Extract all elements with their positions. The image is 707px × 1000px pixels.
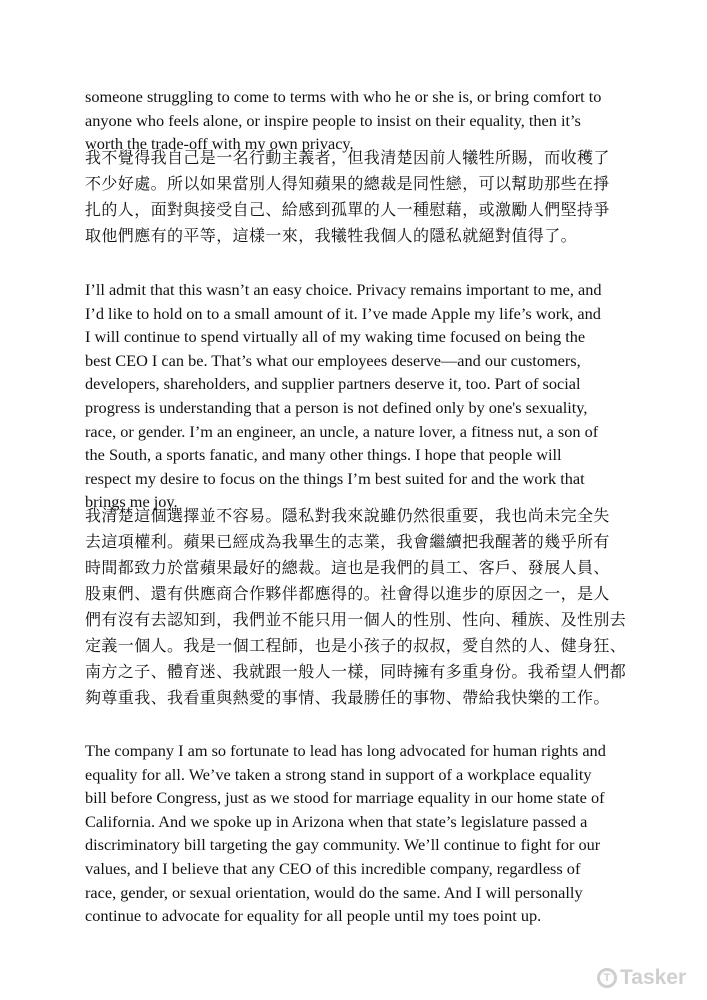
text-line: values, and I believe that any CEO of this incredible company, regardless of [85,858,581,878]
text-line: I’d like to hold on to a small amount of it. I’ve made Apple my life’s work, and [85,303,601,323]
text-line: The company I am so fortunate to lead has long advocated for human rights and [85,741,606,760]
text-line: developers, shareholders, and supplier partners deserve it, too. Part of social [85,374,581,394]
text-line: anyone who feels alone, or inspire people to insist on their equality, then it’s [85,110,581,130]
text-line: 定義一個人。我是一個工程師，也是小孩子的叔叔，愛自然的人、健身狂、 [85,636,627,655]
text-line: 股東們、還有供應商合作夥伴都應得的。社會得以進步的原因之一，是人 [85,584,610,603]
text-line: 我不覺得我自己是一名行動主義者，但我清楚因前人犧牲所賜，而收穫了 [85,148,610,167]
text-line: the South, a sports fanatic, and many other things. I hope that people will [85,445,562,465]
tasker-logo-icon: T [597,968,617,988]
text-line: bill before Congress, just as we stood for marriage equality in our home state of [85,788,605,808]
text-line: continue to advocate for equality for all people until my toes point up. [85,906,542,926]
text-line: 扎的人，面對與接受自己、給感到孤單的人一種慰藉，或激勵人們堅持爭 [85,200,610,219]
tasker-watermark [597,966,686,990]
text-line: I’ll admit that this wasn’t an easy choice. Privacy remains important to me, and [85,280,602,299]
paragraph-3-english [85,739,606,928]
text-line: I will continue to spend virtually all of my waking time focused on being the [85,327,586,347]
text-line: California. And we spoke up in Arizona when that state’s legislature passed a [85,811,588,831]
text-line: best CEO I can be. That’s what our employees deserve—and our customers, [85,350,581,370]
paragraph-2-chinese [85,503,626,711]
text-line: 夠尊重我、我看重與熱愛的事情、我最勝任的事物、帶給我快樂的工作。 [85,688,610,707]
watermark-text: Tasker [620,966,687,989]
text-line: 南方之子、體育迷、我就跟一般人一樣，同時擁有多重身份。我希望人們都 [85,662,627,681]
text-line: brings me joy. [85,492,178,512]
text-line: equality for all. We’ve taken a strong stand in support of a workplace equality [85,764,592,784]
text-line: 去這項權利。蘋果已經成為我畢生的志業，我會繼續把我醒著的幾乎所有 [85,532,610,551]
text-line: worth the trade-off with my own privacy. [85,134,354,154]
text-line: progress is understanding that a person is not defined only by one's sexuality, [85,397,588,417]
text-line: 我清楚這個選擇並不容易。隱私對我來說雖仍然很重要，我也尚未完全失 [85,506,610,525]
text-line: discriminatory bill targeting the gay community. We’ll continue to fight for our [85,835,601,855]
text-line: race, gender, or sexual orientation, would do the same. And I will personally [85,882,583,902]
text-line: respect my desire to focus on the things I’m best suited for and the work that [85,468,585,488]
text-line: 們有沒有去認知到，我們並不能只用一個人的性別、性向、種族、及性別去 [85,610,627,629]
text-line: 不少好處。所以如果當別人得知蘋果的總裁是同性戀，可以幫助那些在掙 [85,174,610,193]
text-line: someone struggling to come to terms with who he or she is, or bring comfort to [85,87,602,106]
text-line: race, or gender. I’m an engineer, an uncle, a nature lover, a fitness nut, a son of [85,421,599,441]
text-line: 取他們應有的平等，這樣一來，我犧牲我個人的隱私就絕對值得了。 [85,226,578,245]
paragraph-1-chinese [85,145,610,249]
paragraph-2-english [85,278,602,514]
text-line: 時間都致力於當蘋果最好的總裁。這也是我們的員工、客戶、發展人員、 [85,558,610,577]
